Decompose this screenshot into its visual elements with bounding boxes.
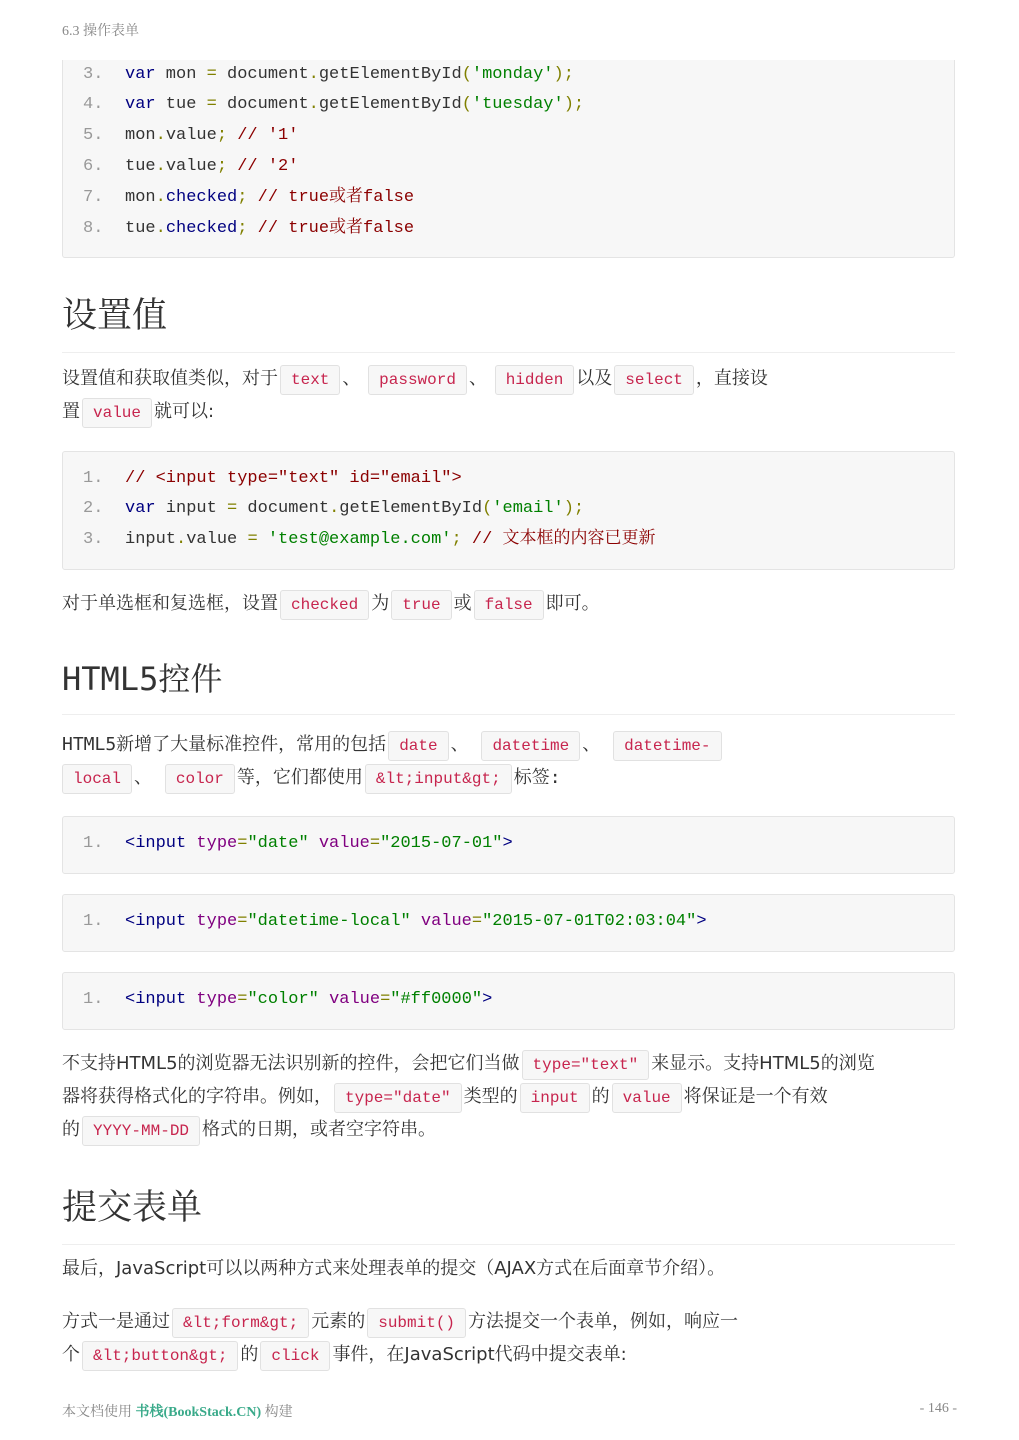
code-line: 4. var tue = document.getElementById('tuesday');: [83, 95, 585, 114]
inline-code: select: [614, 365, 694, 395]
inline-code: datetime-: [613, 731, 721, 761]
inline-code: color: [165, 764, 235, 794]
inline-code: submit(): [367, 1308, 466, 1338]
inline-code: text: [280, 365, 340, 395]
code-block-datetime-local: [62, 894, 955, 952]
code-line: 8. tue.checked; // true或者false: [83, 219, 415, 238]
paragraph-html5-intro: HTML5新增了大量标准控件，常用的包括 date 、 datetime 、 datetime- local 、 color 等，它们都使用 &lt;input&gt; 标签:: [62, 728, 955, 794]
inline-code: &lt;button&gt;: [82, 1341, 238, 1371]
paragraph-checked: 对于单选框和复选框，设置 checked 为 true 或 false 即可。: [62, 587, 955, 620]
code-line: 3. input.value = 'test@example.com'; // 文本框的内容已更新: [83, 530, 656, 549]
paragraph-submit-intro: 最后，JavaScript可以以两种方式来处理表单的提交（AJAX方式在后面章节介绍）。: [62, 1258, 726, 1279]
code-block-color: [62, 972, 955, 1030]
section-title-set-value: 设置值: [62, 288, 955, 353]
code-block-getvalue: [62, 60, 955, 258]
page-header-chapter: 6.3 操作表单: [62, 24, 139, 39]
code-line: 3. var mon = document.getElementById('monday');: [83, 65, 574, 84]
paragraph-set-value-intro: 设置值和获取值类似，对于 text 、 password 、 hidden 以及 select ，直接设 置 value 就可以:: [62, 362, 955, 428]
code-line: 2. var input = document.getElementById('email');: [83, 499, 585, 518]
inline-code: value: [612, 1083, 682, 1113]
code-line: 7. mon.checked; // true或者false: [83, 188, 415, 207]
inline-code: date: [388, 731, 448, 761]
inline-code: false: [474, 590, 544, 620]
inline-code: hidden: [495, 365, 575, 395]
code-block-date: [62, 816, 955, 874]
code-line: 1. <input type="color" value="#ff0000">: [83, 990, 493, 1009]
inline-code: &lt;form&gt;: [172, 1308, 309, 1338]
inline-code: checked: [280, 590, 369, 620]
paragraph-submit-method-one: 方式一是通过 &lt;form&gt; 元素的 submit() 方法提交一个表单，例如，响应一 个 &lt;button&gt; 的 click 事件，在JavaScript代码中提交表单:: [62, 1305, 955, 1371]
code-line: 1. // <input type="text" id="email">: [83, 469, 462, 488]
inline-code: type="date": [334, 1083, 462, 1113]
inline-code: type="text": [522, 1050, 650, 1080]
inline-code: &lt;input&gt;: [365, 764, 512, 794]
inline-code: datetime: [481, 731, 580, 761]
inline-code: password: [368, 365, 467, 395]
section-title-html5-controls: HTML5控件: [62, 654, 955, 715]
inline-code: input: [520, 1083, 590, 1113]
paragraph-html5-support: 不支持HTML5的浏览器无法识别新的控件，会把它们当做 type="text" 来显示。支持HTML5的浏览 器将获得格式化的字符串。例如， type="date" 类型的 input 的 value 将保证是一个有效 的 YYYY-MM-DD 格式的日期，或者空字符串。: [62, 1047, 955, 1146]
code-line: 1. <input type="date" value="2015-07-01">: [83, 834, 513, 853]
inline-code: true: [391, 590, 451, 620]
inline-code: YYYY-MM-DD: [82, 1116, 200, 1146]
code-line: 6. tue.value; // '2': [83, 157, 299, 176]
code-line: 1. <input type="datetime-local" value="2015-07-01T02:03:04">: [83, 912, 707, 931]
code-block-set-value: [62, 451, 955, 570]
code-line: 5. mon.value; // '1': [83, 126, 299, 145]
inline-code: value: [82, 398, 152, 428]
inline-code: local: [62, 764, 132, 794]
page-number: - 146 -: [919, 1401, 957, 1416]
bookstack-link[interactable]: 书栈(BookStack.CN): [135, 1405, 262, 1420]
section-title-submit-form: 提交表单: [62, 1180, 955, 1245]
inline-code: click: [260, 1341, 330, 1371]
page-footer-credit: 本文档使用 书栈(BookStack.CN) 构建: [62, 1405, 293, 1420]
